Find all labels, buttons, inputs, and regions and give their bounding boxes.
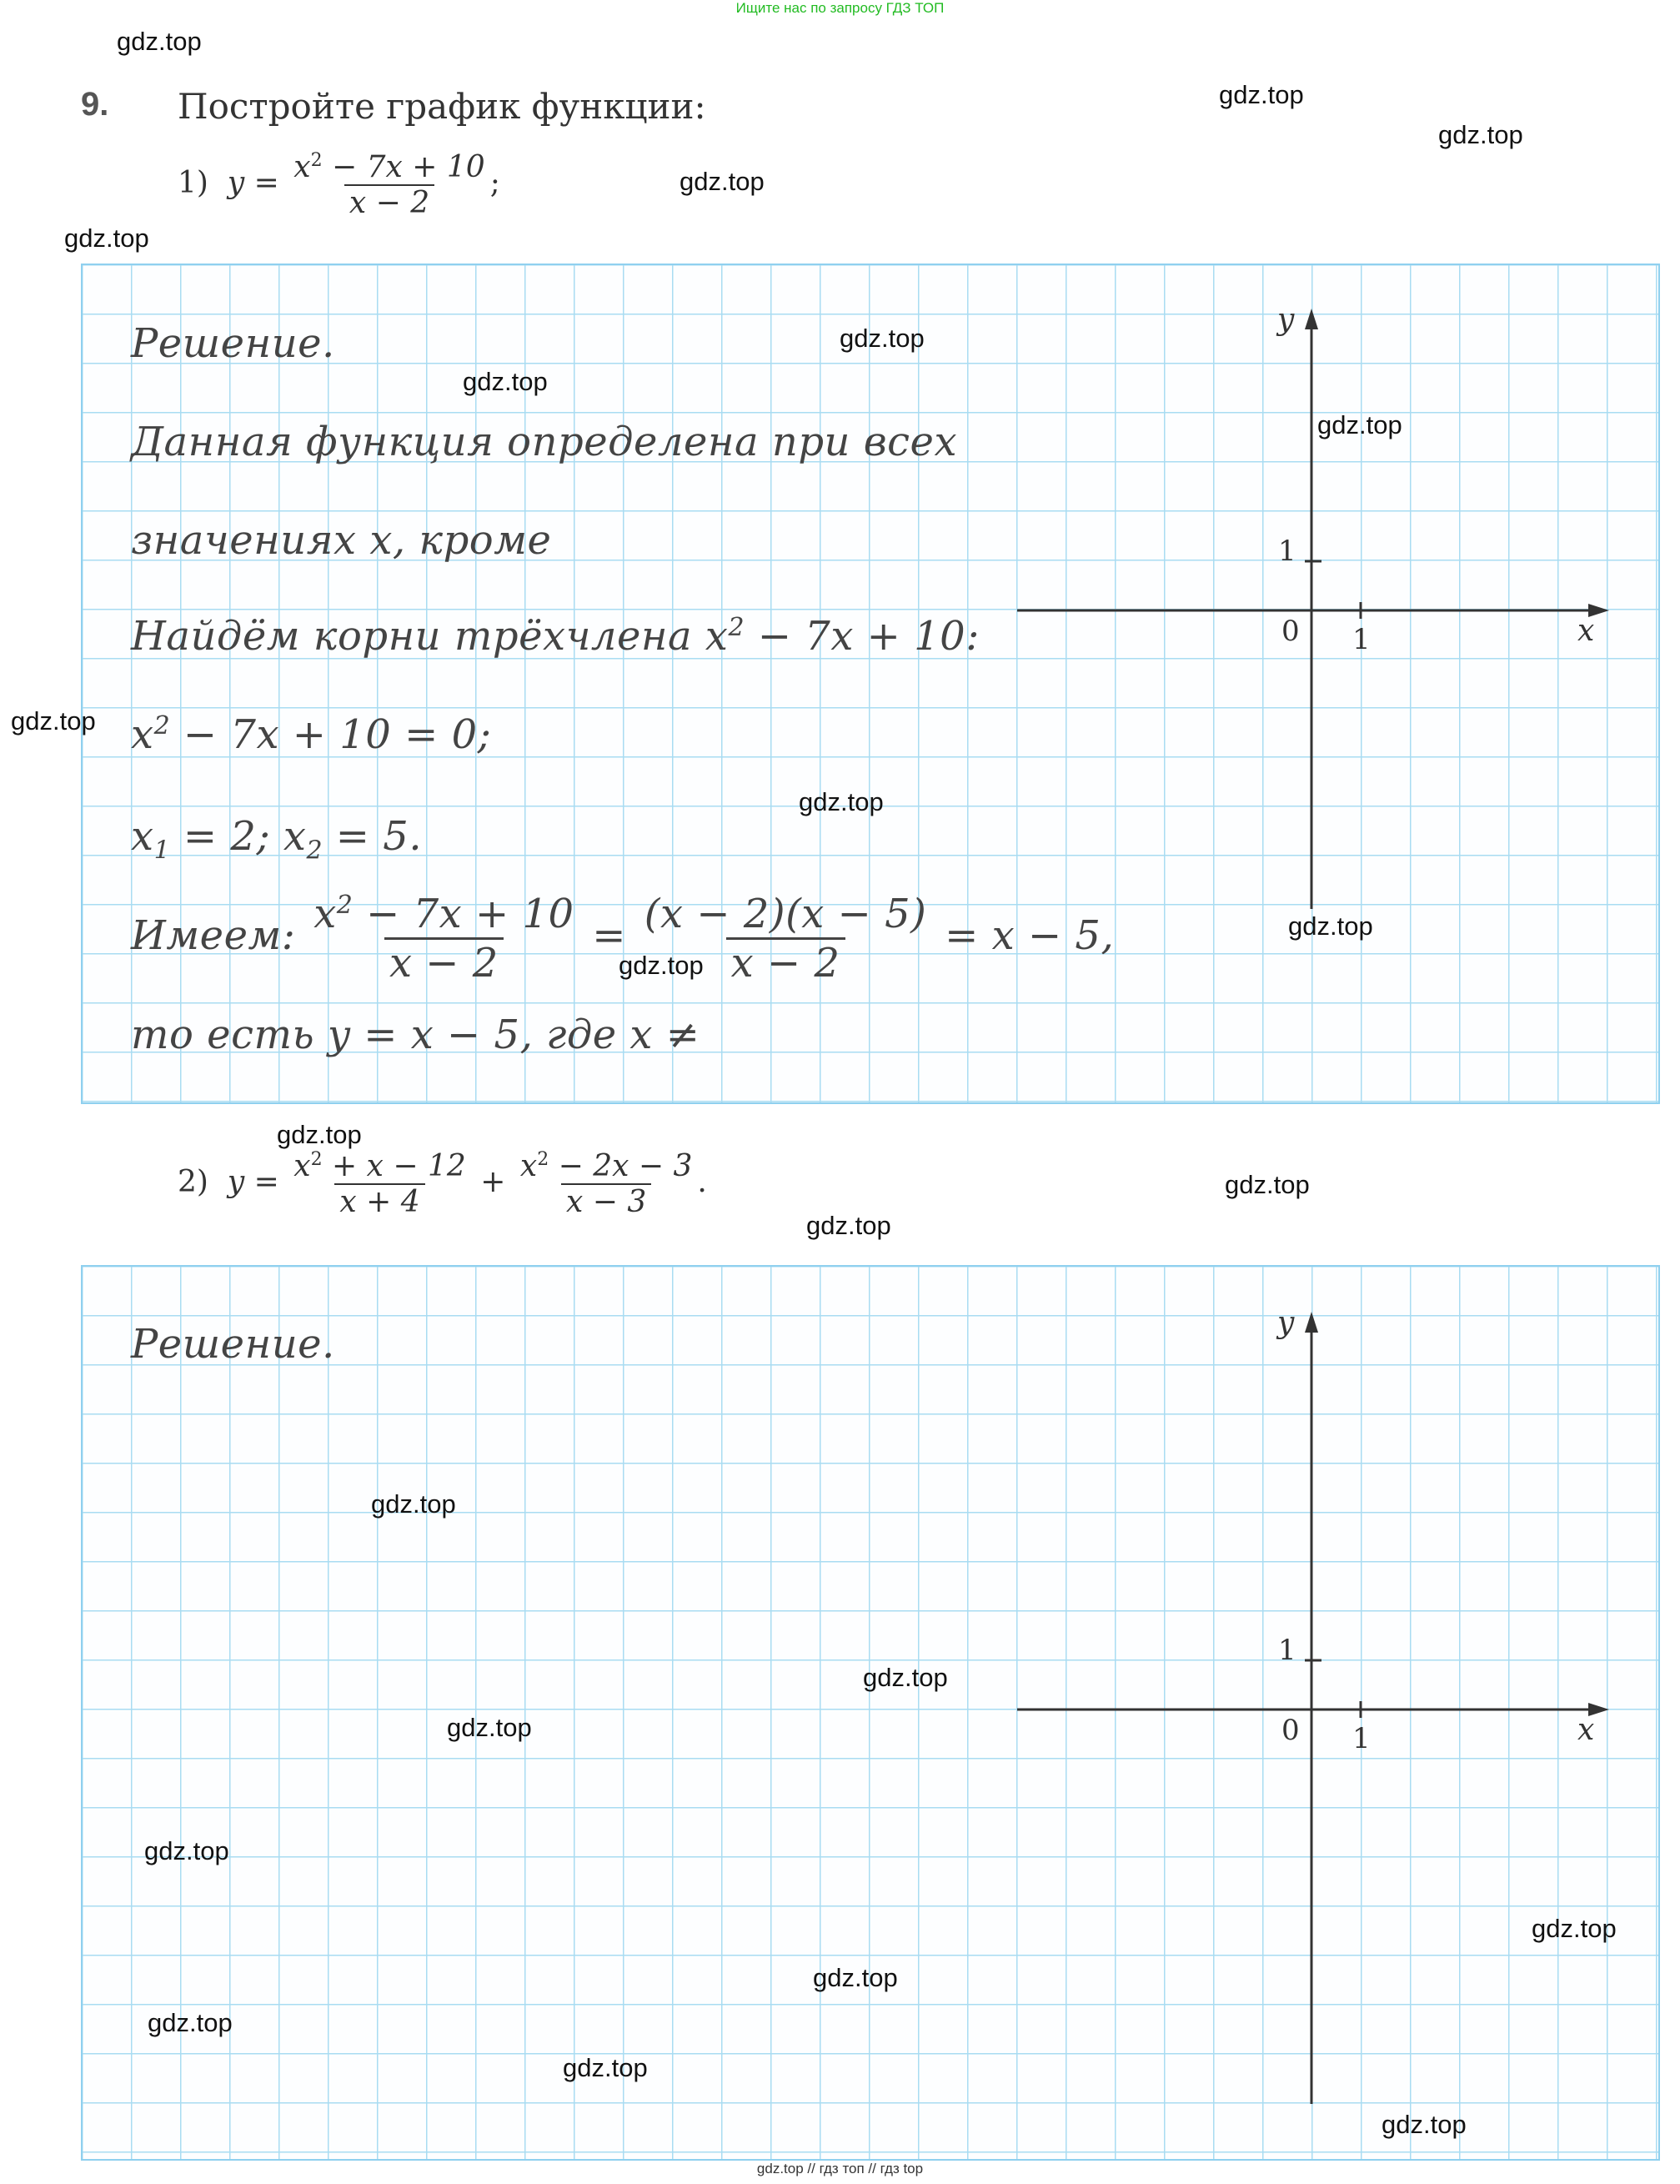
watermark: gdz.top <box>1225 1170 1310 1199</box>
y-axis-label-2: y <box>1277 1306 1295 1340</box>
line6-eq: = <box>592 912 627 959</box>
x-unit-label-1: 1 <box>1352 623 1371 656</box>
part1-eq: = <box>253 166 279 200</box>
watermark: gdz.top <box>799 787 884 816</box>
solution1-line1: Данная функция определена при всех <box>131 419 958 465</box>
watermark: gdz.top <box>863 1663 948 1692</box>
part2-y: y <box>227 1165 245 1199</box>
origin-label-1: 0 <box>1281 615 1300 648</box>
line6-fraction-2: $\frac{(x - 2)(x - 5)}{x - 2}$ <box>644 891 927 987</box>
watermark: gdz.top <box>371 1489 456 1519</box>
part1-label: 1) <box>178 166 208 200</box>
watermark: gdz.top <box>144 1836 229 1865</box>
watermark: gdz.top <box>64 223 149 253</box>
task-title: Постройте график функции: <box>178 86 706 127</box>
y-unit-label-2: 1 <box>1278 1634 1296 1667</box>
watermark: gdz.top <box>813 1963 898 1992</box>
part1-num-var: x <box>293 150 311 184</box>
watermark: gdz.top <box>1317 410 1402 439</box>
line6-prefix: Имеем: <box>131 912 296 959</box>
part1-den: x − 2 <box>349 186 430 220</box>
part1-num-rest: − 7x + 10 <box>322 150 485 184</box>
solution1-line3: Найдём корни трёхчлена $x^2 - 7x + 10$: <box>131 613 980 660</box>
part2-plus: + <box>480 1165 506 1199</box>
part1-num-exp: 2 <box>310 150 323 171</box>
part1-y: y <box>227 166 245 200</box>
watermark: gdz.top <box>11 706 96 736</box>
x-axis-label-1: x <box>1577 614 1595 648</box>
part2-fraction-2: $\frac{x^2 - 2x - 3}{x - 3}$ <box>519 1149 693 1219</box>
part2-label: 2) <box>178 1165 208 1199</box>
watermark: gdz.top <box>1382 2110 1467 2139</box>
part2-end: . <box>697 1165 707 1199</box>
watermark: gdz.top <box>447 1713 532 1742</box>
solution1-line2: значениях x, кроме <box>131 517 552 564</box>
part2-formula <box>178 1149 707 1219</box>
footer-links[interactable]: gdz.top // гдз топ // гдз top <box>756 2161 924 2176</box>
y-axis-arrow-1 <box>1305 309 1318 329</box>
line6-fraction-1: $\frac{x^2 - 7x + 10}{x - 2}$ <box>313 891 574 987</box>
origin-label-2: 0 <box>1281 1714 1300 1747</box>
y-axis-arrow-2 <box>1305 1312 1318 1333</box>
y-unit-label-1: 1 <box>1278 535 1296 568</box>
watermark: gdz.top <box>117 27 202 56</box>
line6-tail: = x − 5, <box>945 912 1115 959</box>
part1-formula <box>178 150 500 220</box>
x-axis-label-2: x <box>1577 1713 1595 1747</box>
task-number: 9. <box>81 86 109 123</box>
watermark: gdz.top <box>1288 911 1373 941</box>
coordinate-axes-1 <box>1000 292 1626 909</box>
watermark: gdz.top <box>840 324 925 353</box>
x-unit-label-2: 1 <box>1352 1722 1371 1755</box>
solution1-line7: то есть y = x − 5, где x ≠ <box>131 1012 700 1058</box>
part1-end: ; <box>489 166 500 200</box>
watermark: gdz.top <box>463 367 548 396</box>
y-axis-label-1: y <box>1277 303 1295 337</box>
search-banner[interactable]: Ищите нас по запросу ГДЗ ТОП <box>735 0 945 16</box>
watermark: gdz.top <box>806 1211 891 1240</box>
solution1-line4: $x^2 - 7x + 10 = 0$; <box>131 711 492 758</box>
coordinate-axes-2 <box>1000 1295 1626 2104</box>
watermark: gdz.top <box>1219 80 1304 109</box>
solution2-heading: Решение. <box>131 1321 335 1368</box>
part2-fraction-1: $\frac{x^2 + x - 12}{x + 4}$ <box>293 1149 466 1219</box>
watermark: gdz.top <box>148 2008 233 2037</box>
solution1-heading: Решение. <box>131 320 335 367</box>
part2-eq: = <box>253 1165 279 1199</box>
watermark: gdz.top <box>563 2053 648 2082</box>
solution1-line5: $x_1 = 2$; $x_2 = 5$. <box>131 813 423 866</box>
watermark: gdz.top <box>1438 120 1523 149</box>
part1-fraction <box>288 150 489 220</box>
watermark: gdz.top <box>1532 1914 1617 1943</box>
watermark: gdz.top <box>619 951 704 980</box>
watermark: gdz.top <box>277 1120 362 1149</box>
watermark: gdz.top <box>680 167 765 196</box>
